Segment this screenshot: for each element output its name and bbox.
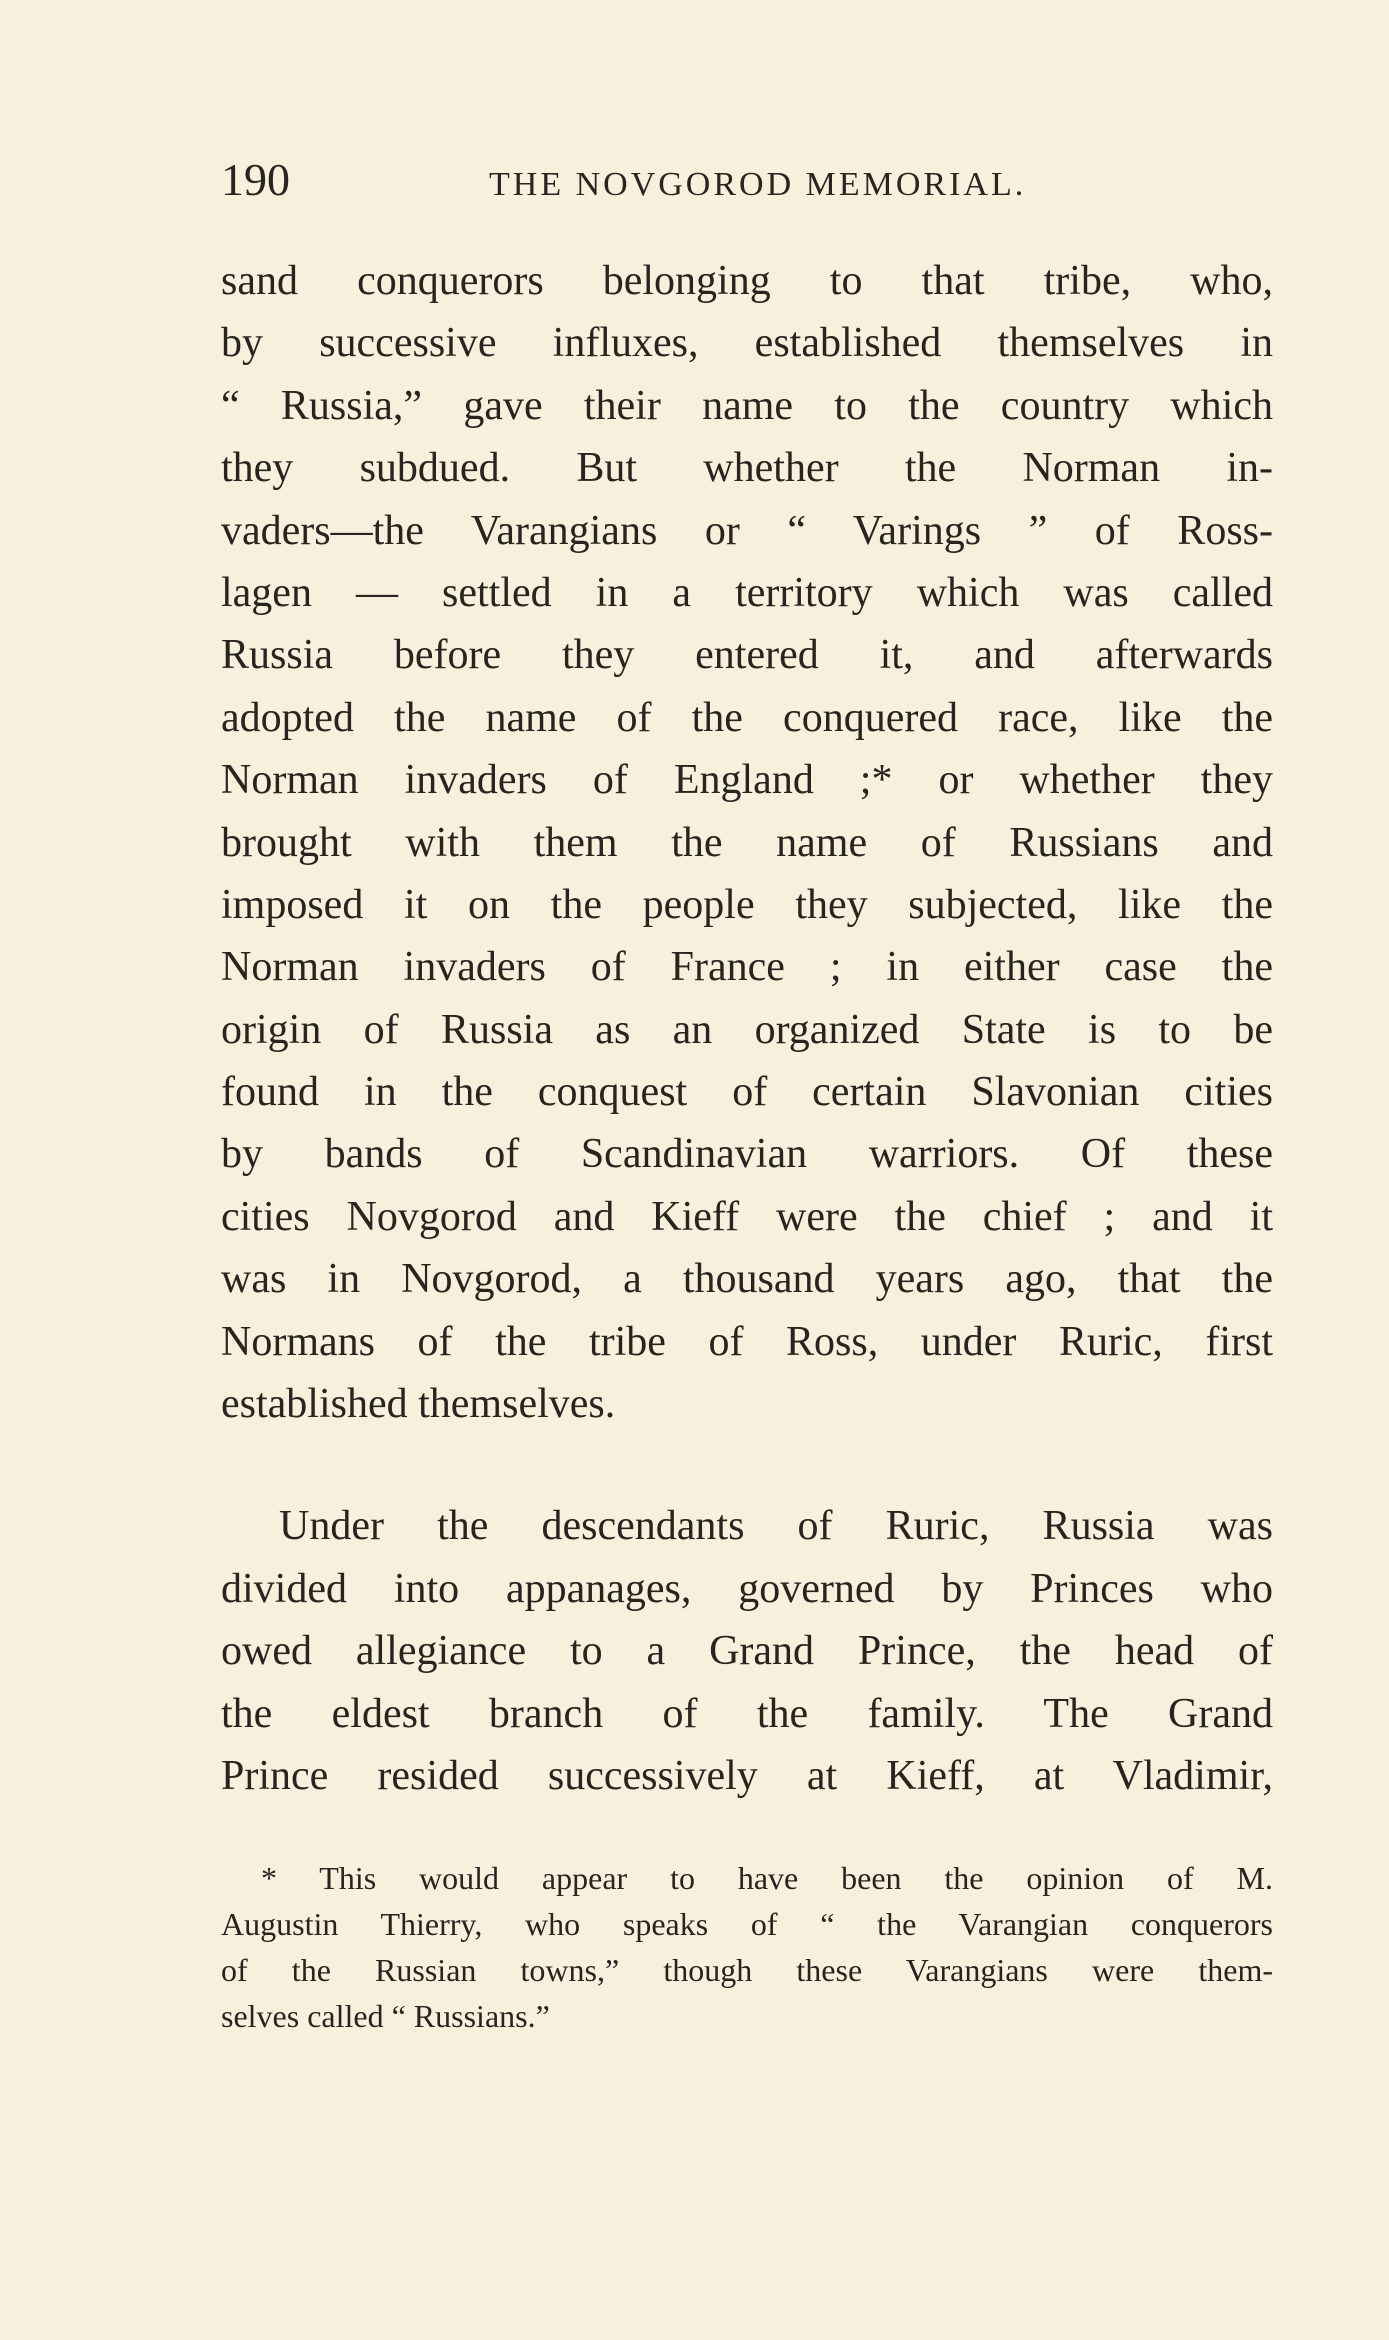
text-line: origin of Russia as an organized State is to be (221, 1006, 1273, 1053)
text-line: the eldest branch of the family. The Grand (221, 1690, 1273, 1737)
text-line: owed allegiance to a Grand Prince, the head of (221, 1628, 1273, 1675)
footnote-line: * This would appear to have been the opinion of M. (261, 1860, 1273, 1896)
text-line: sand conquerors belonging to that tribe, who, (221, 258, 1273, 304)
page-number: 190 (221, 154, 290, 205)
text-line: they subdued. But whether the Norman in- (221, 445, 1273, 492)
text-line: by bands of Scandinavian warriors. Of these (221, 1131, 1273, 1178)
text-line: Norman invaders of England ;* or whether they (221, 757, 1273, 804)
paragraph-2 (221, 1495, 1273, 1807)
text-line: Norman invaders of France ; in either case the (221, 944, 1273, 991)
text-line: Under the descendants of Ruric, Russia was (279, 1503, 1273, 1550)
text-line: adopted the name of the conquered race, like the (221, 694, 1273, 741)
text-line: Russia before they entered it, and afterwards (221, 632, 1273, 679)
text-line: found in the conquest of certain Slavonian cities (221, 1069, 1273, 1116)
text-line: Prince resided successively at Kieff, at Vladimir, (221, 1752, 1273, 1799)
footnote-line: Augustin Thierry, who speaks of “ the Varangian conquerors (221, 1906, 1273, 1942)
paragraph-1 (221, 250, 1273, 1435)
text-line: Normans of the tribe of Ross, under Ruric, first (221, 1318, 1273, 1365)
text-line: divided into appanages, governed by Princes who (221, 1565, 1273, 1612)
footnote-line: of the Russian towns,” though these Varangians were them- (221, 1952, 1273, 1988)
text-line: vaders—the Varangians or “ Varings ” of Ross- (221, 507, 1273, 554)
text-line: was in Novgorod, a thousand years ago, that the (221, 1256, 1273, 1303)
text-line: established themselves. (221, 1381, 616, 1428)
text-line: brought with them the name of Russians and (221, 819, 1273, 866)
page-header (221, 150, 1281, 210)
footnote-line: selves called “ Russians.” (221, 1998, 550, 2034)
text-line: imposed it on the people they subjected, like the (221, 881, 1273, 928)
running-head: THE NOVGOROD MEMORIAL. (489, 166, 1027, 203)
text-line: lagen — settled in a territory which was called (221, 569, 1273, 616)
footnote (221, 1855, 1273, 2039)
body-text (221, 250, 1273, 1807)
text-line: cities Novgorod and Kieff were the chief ; and it (221, 1193, 1273, 1240)
text-line: by successive influxes, established themselves in (221, 320, 1273, 367)
text-line: “ Russia,” gave their name to the country which (221, 382, 1273, 429)
paragraph-gap (221, 1435, 1273, 1495)
